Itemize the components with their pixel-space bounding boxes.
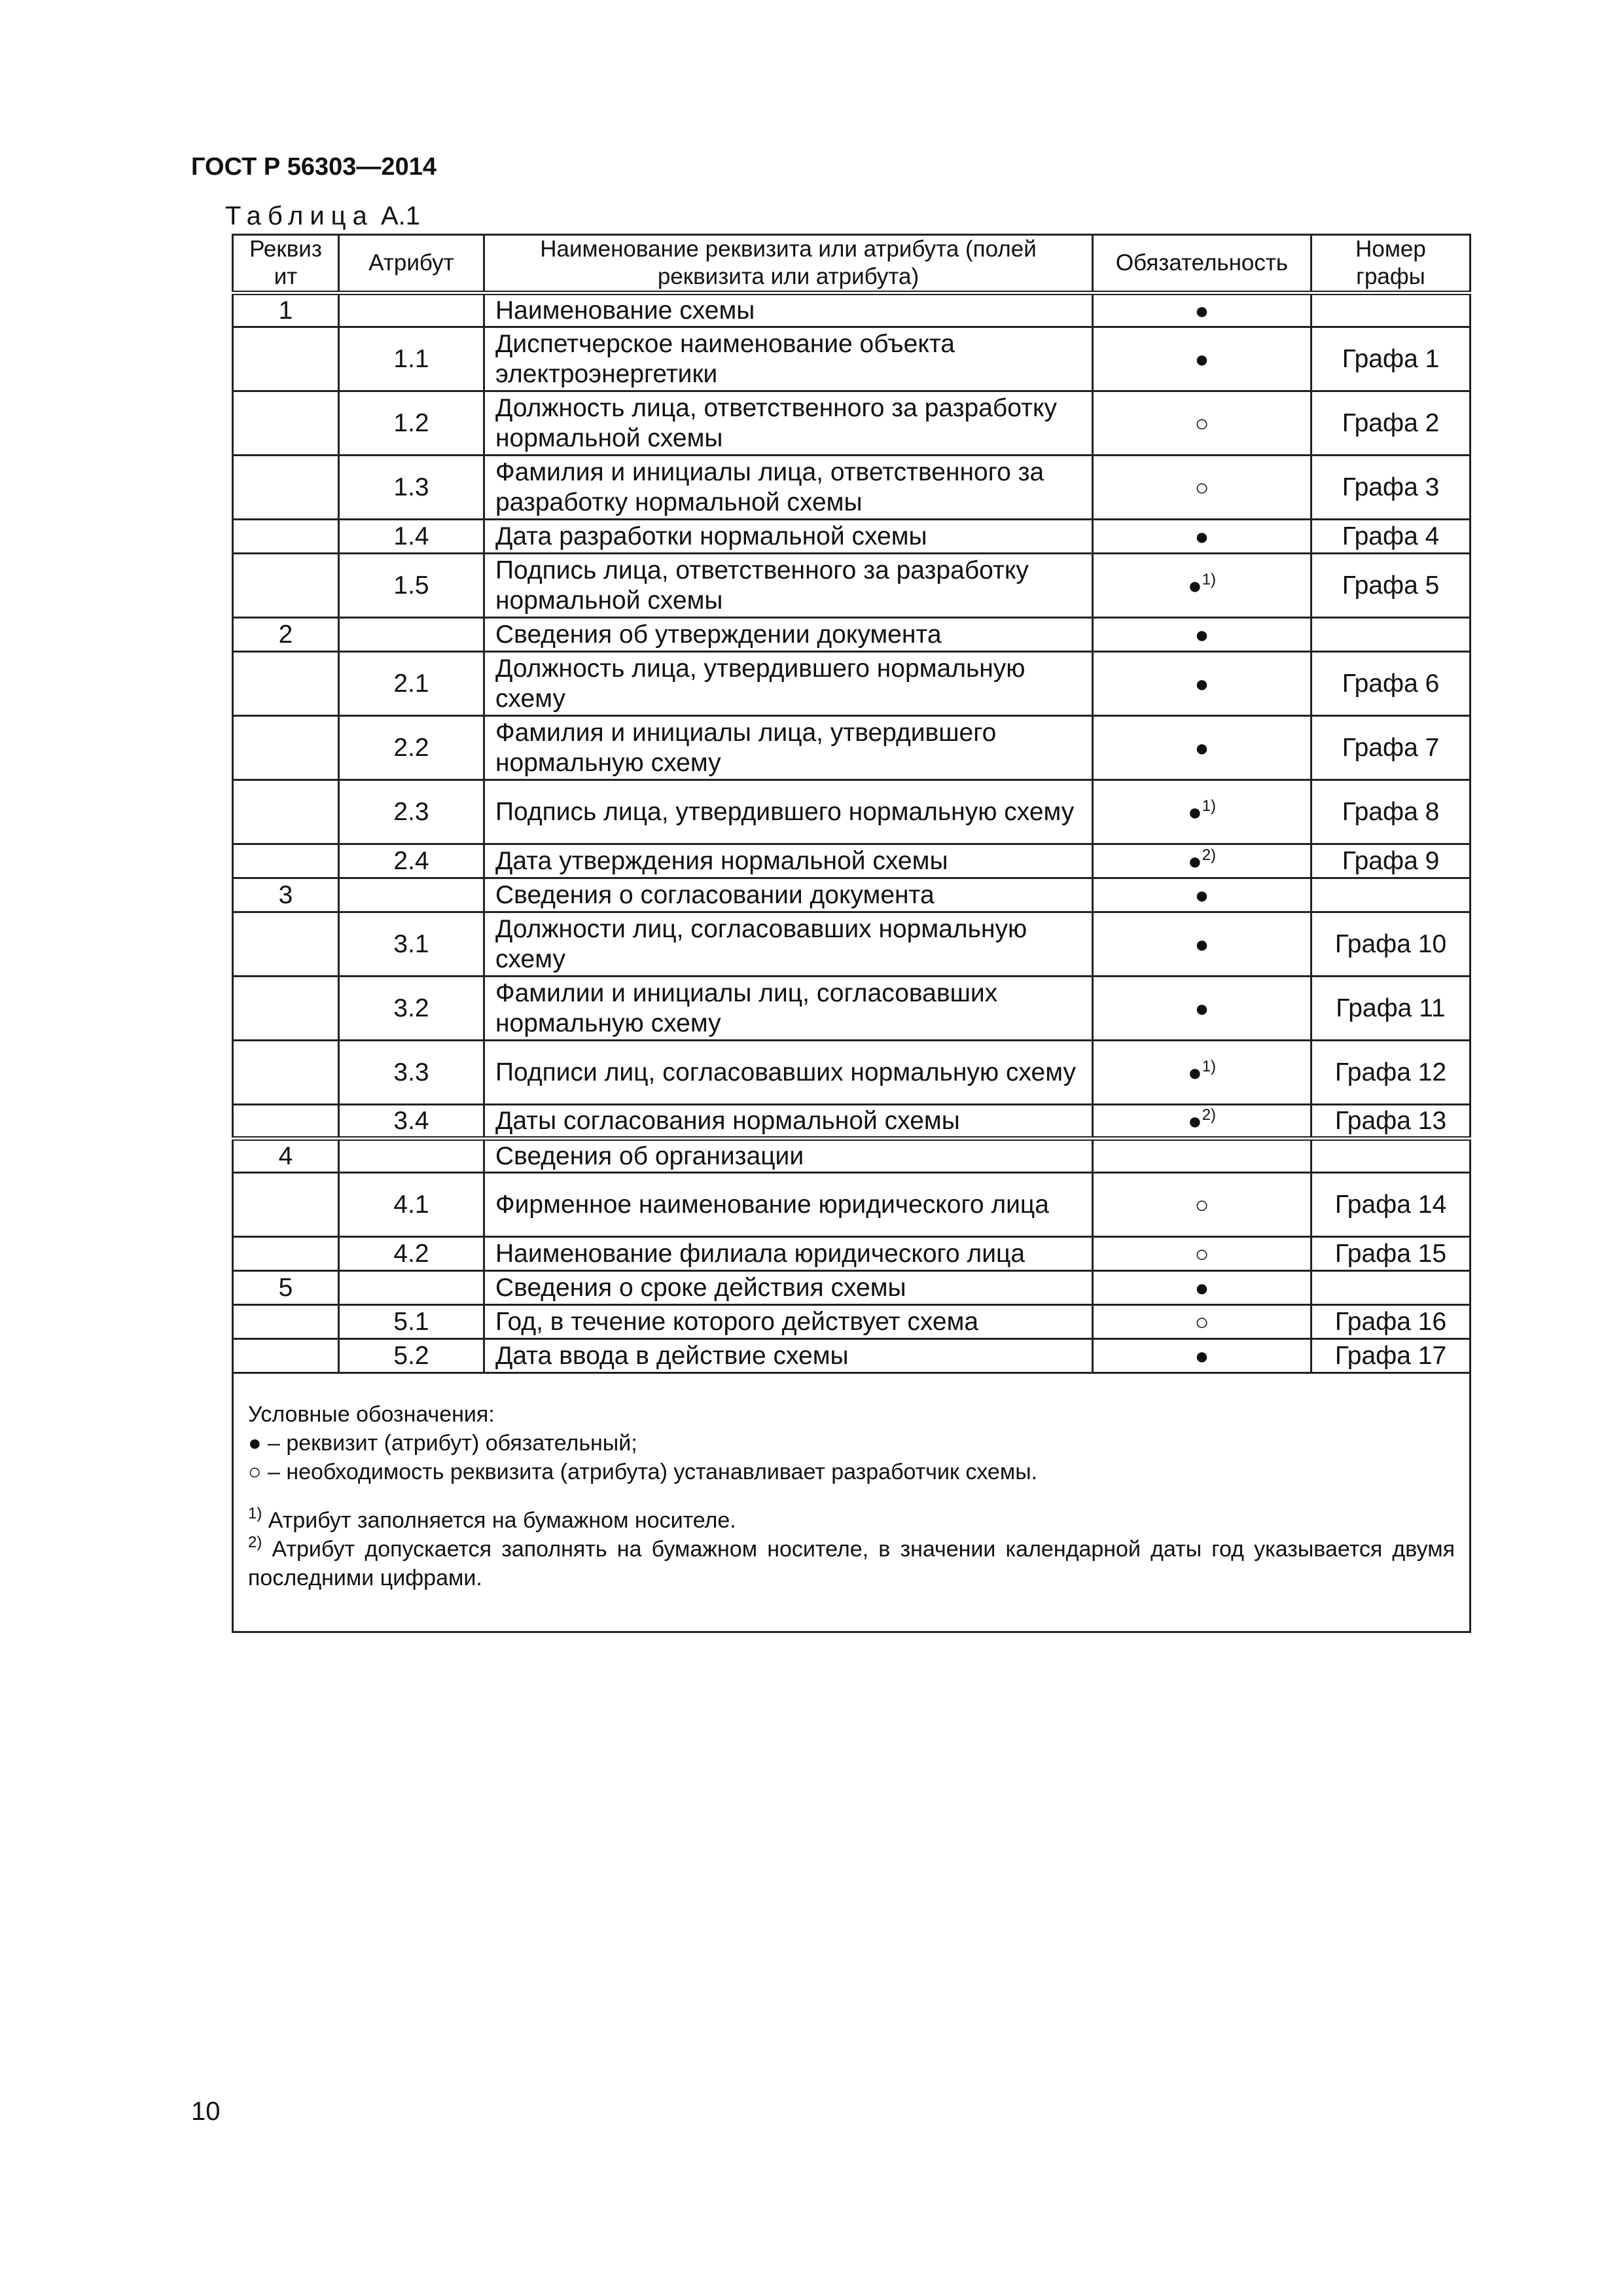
cell-attribute	[339, 1139, 484, 1173]
table-row	[233, 293, 1471, 327]
cell-requisite	[233, 912, 339, 977]
cell-name: Диспетчерское наименование объекта электроэнергетики	[484, 327, 1093, 391]
cell-mandatory	[1093, 878, 1311, 912]
cell-name: Наименование схемы	[484, 293, 1093, 327]
cell-graph-number	[1311, 1139, 1471, 1173]
mandatory-mark: ○	[1194, 1191, 1209, 1218]
table-row	[233, 1139, 1471, 1173]
mandatory-mark: ○	[1194, 1240, 1209, 1267]
cell-mandatory	[1093, 520, 1311, 554]
cell-requisite: 1	[233, 293, 339, 327]
cell-mandatory	[1093, 1139, 1311, 1173]
mandatory-mark: ●	[1187, 798, 1202, 825]
mandatory-mark: ●	[1194, 670, 1209, 697]
table-row	[233, 1105, 1471, 1139]
cell-attribute: 2.4	[339, 844, 484, 878]
cell-graph-number: Графа 16	[1311, 1305, 1471, 1339]
document-header: ГОСТ Р 56303—2014	[191, 153, 437, 181]
cell-requisite: 4	[233, 1139, 339, 1173]
table-row	[233, 1237, 1471, 1271]
cell-name: Фамилия и инициалы лица, ответственного за разработку нормальной схемы	[484, 456, 1093, 520]
mandatory-mark: ●	[1187, 847, 1202, 874]
footnote-2	[248, 1535, 1455, 1592]
cell-requisite	[233, 1305, 339, 1339]
table-row	[233, 716, 1471, 780]
legend-cell	[233, 1373, 1471, 1632]
cell-name: Фамилия и инициалы лица, утвердившего нормальную схему	[484, 716, 1093, 780]
cell-requisite	[233, 1237, 339, 1271]
column-header-name: Наименование реквизита или атрибута (полей реквизита или атрибута)	[484, 235, 1093, 293]
cell-requisite	[233, 520, 339, 554]
cell-mandatory	[1093, 716, 1311, 780]
cell-attribute: 4.2	[339, 1237, 484, 1271]
cell-requisite	[233, 780, 339, 844]
mandatory-mark: ●	[1187, 1058, 1202, 1086]
table-row	[233, 391, 1471, 456]
cell-mandatory	[1093, 618, 1311, 652]
cell-graph-number: Графа 15	[1311, 1237, 1471, 1271]
cell-requisite: 3	[233, 878, 339, 912]
cell-attribute: 1.1	[339, 327, 484, 391]
cell-mandatory	[1093, 912, 1311, 977]
mandatory-mark: ●	[1194, 1274, 1209, 1301]
cell-requisite	[233, 554, 339, 618]
cell-requisite: 5	[233, 1271, 339, 1305]
cell-name: Подпись лица, утвердившего нормальную схему	[484, 780, 1093, 844]
footnote-ref: 2)	[1202, 846, 1217, 864]
cell-requisite	[233, 1173, 339, 1237]
cell-mandatory	[1093, 391, 1311, 456]
table-caption	[225, 202, 420, 231]
table-row	[233, 1271, 1471, 1305]
cell-attribute: 1.2	[339, 391, 484, 456]
cell-attribute: 1.3	[339, 456, 484, 520]
table-row	[233, 878, 1471, 912]
cell-attribute	[339, 1271, 484, 1305]
cell-name: Дата разработки нормальной схемы	[484, 520, 1093, 554]
table-row	[233, 554, 1471, 618]
cell-mandatory	[1093, 652, 1311, 716]
cell-requisite	[233, 716, 339, 780]
cell-requisite	[233, 1105, 339, 1139]
table-row	[233, 520, 1471, 554]
cell-graph-number	[1311, 293, 1471, 327]
cell-mandatory	[1093, 1173, 1311, 1237]
mandatory-mark: ○	[1194, 473, 1209, 501]
table-row	[233, 780, 1471, 844]
cell-name: Год, в течение которого действует схема	[484, 1305, 1093, 1339]
cell-graph-number: Графа 6	[1311, 652, 1471, 716]
table-caption-number: А.1	[380, 202, 421, 230]
mandatory-mark: ●	[1194, 345, 1209, 372]
mandatory-mark: ●	[1194, 296, 1209, 324]
table-row	[233, 327, 1471, 391]
cell-mandatory	[1093, 844, 1311, 878]
table-caption-label: Таблица	[225, 202, 374, 230]
page-number: 10	[191, 2097, 221, 2126]
cell-name: Подпись лица, ответственного за разработку нормальной схемы	[484, 554, 1093, 618]
cell-attribute: 4.1	[339, 1173, 484, 1237]
cell-name: Должности лиц, согласовавших нормальную схему	[484, 912, 1093, 977]
cell-graph-number: Графа 12	[1311, 1041, 1471, 1105]
cell-name: Сведения об организации	[484, 1139, 1093, 1173]
cell-mandatory	[1093, 293, 1311, 327]
cell-attribute: 3.1	[339, 912, 484, 977]
cell-mandatory	[1093, 1271, 1311, 1305]
cell-name: Сведения о сроке действия схемы	[484, 1271, 1093, 1305]
cell-name: Дата утверждения нормальной схемы	[484, 844, 1093, 878]
table-row	[233, 1041, 1471, 1105]
cell-graph-number: Графа 11	[1311, 977, 1471, 1041]
cell-mandatory	[1093, 977, 1311, 1041]
cell-graph-number: Графа 1	[1311, 327, 1471, 391]
cell-attribute: 2.1	[339, 652, 484, 716]
cell-name: Наименование филиала юридического лица	[484, 1237, 1093, 1271]
table-row	[233, 618, 1471, 652]
cell-attribute: 3.4	[339, 1105, 484, 1139]
cell-mandatory	[1093, 1041, 1311, 1105]
footnote-ref: 1)	[1202, 797, 1217, 815]
cell-graph-number: Графа 17	[1311, 1339, 1471, 1373]
legend-row	[233, 1373, 1471, 1632]
table-row	[233, 456, 1471, 520]
cell-requisite	[233, 391, 339, 456]
cell-mandatory	[1093, 1339, 1311, 1373]
cell-mandatory	[1093, 780, 1311, 844]
cell-graph-number: Графа 5	[1311, 554, 1471, 618]
cell-name: Дата ввода в действие схемы	[484, 1339, 1093, 1373]
cell-attribute: 1.4	[339, 520, 484, 554]
footnote-ref: 2)	[1202, 1105, 1217, 1124]
table-row	[233, 977, 1471, 1041]
cell-graph-number	[1311, 618, 1471, 652]
requisites-table	[232, 234, 1471, 1633]
mandatory-mark: ●	[1187, 571, 1202, 599]
cell-graph-number: Графа 3	[1311, 456, 1471, 520]
mandatory-mark: ●	[1194, 881, 1209, 908]
mandatory-mark: ●	[1194, 522, 1209, 550]
cell-requisite: 2	[233, 618, 339, 652]
footnote-2-mark: 2)	[248, 1534, 262, 1551]
footnote-ref: 1)	[1202, 1057, 1217, 1075]
cell-name: Даты согласования нормальной схемы	[484, 1105, 1093, 1139]
cell-attribute	[339, 293, 484, 327]
table-body	[233, 293, 1471, 1373]
legend-required: ● – реквизит (атрибут) обязательный;	[248, 1431, 637, 1456]
cell-requisite	[233, 1041, 339, 1105]
cell-attribute: 3.2	[339, 977, 484, 1041]
cell-attribute	[339, 618, 484, 652]
cell-attribute: 2.2	[339, 716, 484, 780]
cell-requisite	[233, 327, 339, 391]
cell-mandatory	[1093, 1105, 1311, 1139]
mandatory-mark: ●	[1194, 620, 1209, 648]
mandatory-mark: ●	[1194, 994, 1209, 1022]
cell-requisite	[233, 844, 339, 878]
cell-requisite	[233, 1339, 339, 1373]
footnote-2-text: Атрибут допускается заполнять на бумажном носителе, в значении календарной даты год указывается двумя последними цифрами.	[248, 1537, 1455, 1590]
cell-mandatory	[1093, 327, 1311, 391]
table-row	[233, 1339, 1471, 1373]
cell-mandatory	[1093, 456, 1311, 520]
table-row	[233, 844, 1471, 878]
column-header-requisite: Реквиз ит	[233, 235, 339, 293]
cell-graph-number: Графа 8	[1311, 780, 1471, 844]
cell-attribute: 5.2	[339, 1339, 484, 1373]
mandatory-mark: ○	[1194, 409, 1209, 437]
cell-name: Должность лица, утвердившего нормальную схему	[484, 652, 1093, 716]
table-row	[233, 1305, 1471, 1339]
footnote-1	[248, 1506, 1455, 1535]
cell-mandatory	[1093, 554, 1311, 618]
footnote-1-text: Атрибут заполняется на бумажном носителе.	[268, 1508, 736, 1533]
cell-graph-number: Графа 10	[1311, 912, 1471, 977]
cell-name: Должность лица, ответственного за разработку нормальной схемы	[484, 391, 1093, 456]
cell-requisite	[233, 977, 339, 1041]
cell-graph-number: Графа 7	[1311, 716, 1471, 780]
mandatory-mark: ●	[1194, 930, 1209, 958]
footnote-1-mark: 1)	[248, 1505, 262, 1522]
cell-requisite	[233, 456, 339, 520]
cell-name: Фирменное наименование юридического лица	[484, 1173, 1093, 1237]
cell-attribute: 2.3	[339, 780, 484, 844]
cell-graph-number: Графа 9	[1311, 844, 1471, 878]
cell-graph-number: Графа 14	[1311, 1173, 1471, 1237]
column-header-graph-number: Номер графы	[1311, 235, 1471, 293]
table-row	[233, 1173, 1471, 1237]
cell-attribute: 5.1	[339, 1305, 484, 1339]
cell-attribute: 3.3	[339, 1041, 484, 1105]
column-header-attribute: Атрибут	[339, 235, 484, 293]
cell-name: Фамилии и инициалы лиц, согласовавших нормальную схему	[484, 977, 1093, 1041]
cell-name: Сведения о согласовании документа	[484, 878, 1093, 912]
table-row	[233, 652, 1471, 716]
legend-title: Условные обозначения:	[248, 1402, 495, 1427]
cell-name: Подписи лиц, согласовавших нормальную схему	[484, 1041, 1093, 1105]
cell-requisite	[233, 652, 339, 716]
cell-name: Сведения об утверждении документа	[484, 618, 1093, 652]
table-header-row	[233, 235, 1471, 293]
cell-attribute	[339, 878, 484, 912]
cell-attribute: 1.5	[339, 554, 484, 618]
mandatory-mark: ●	[1187, 1107, 1202, 1134]
cell-graph-number: Графа 2	[1311, 391, 1471, 456]
cell-mandatory	[1093, 1305, 1311, 1339]
table-row	[233, 912, 1471, 977]
cell-graph-number	[1311, 1271, 1471, 1305]
cell-mandatory	[1093, 1237, 1311, 1271]
cell-graph-number	[1311, 878, 1471, 912]
mandatory-mark: ○	[1194, 1308, 1209, 1335]
cell-graph-number: Графа 4	[1311, 520, 1471, 554]
mandatory-mark: ●	[1194, 1342, 1209, 1369]
column-header-mandatory: Обязательность	[1093, 235, 1311, 293]
mandatory-mark: ●	[1194, 734, 1209, 761]
cell-graph-number: Графа 13	[1311, 1105, 1471, 1139]
legend-optional: ○ – необходимость реквизита (атрибута) устанавливает разработчик схемы.	[248, 1460, 1038, 1484]
footnote-ref: 1)	[1202, 570, 1217, 588]
